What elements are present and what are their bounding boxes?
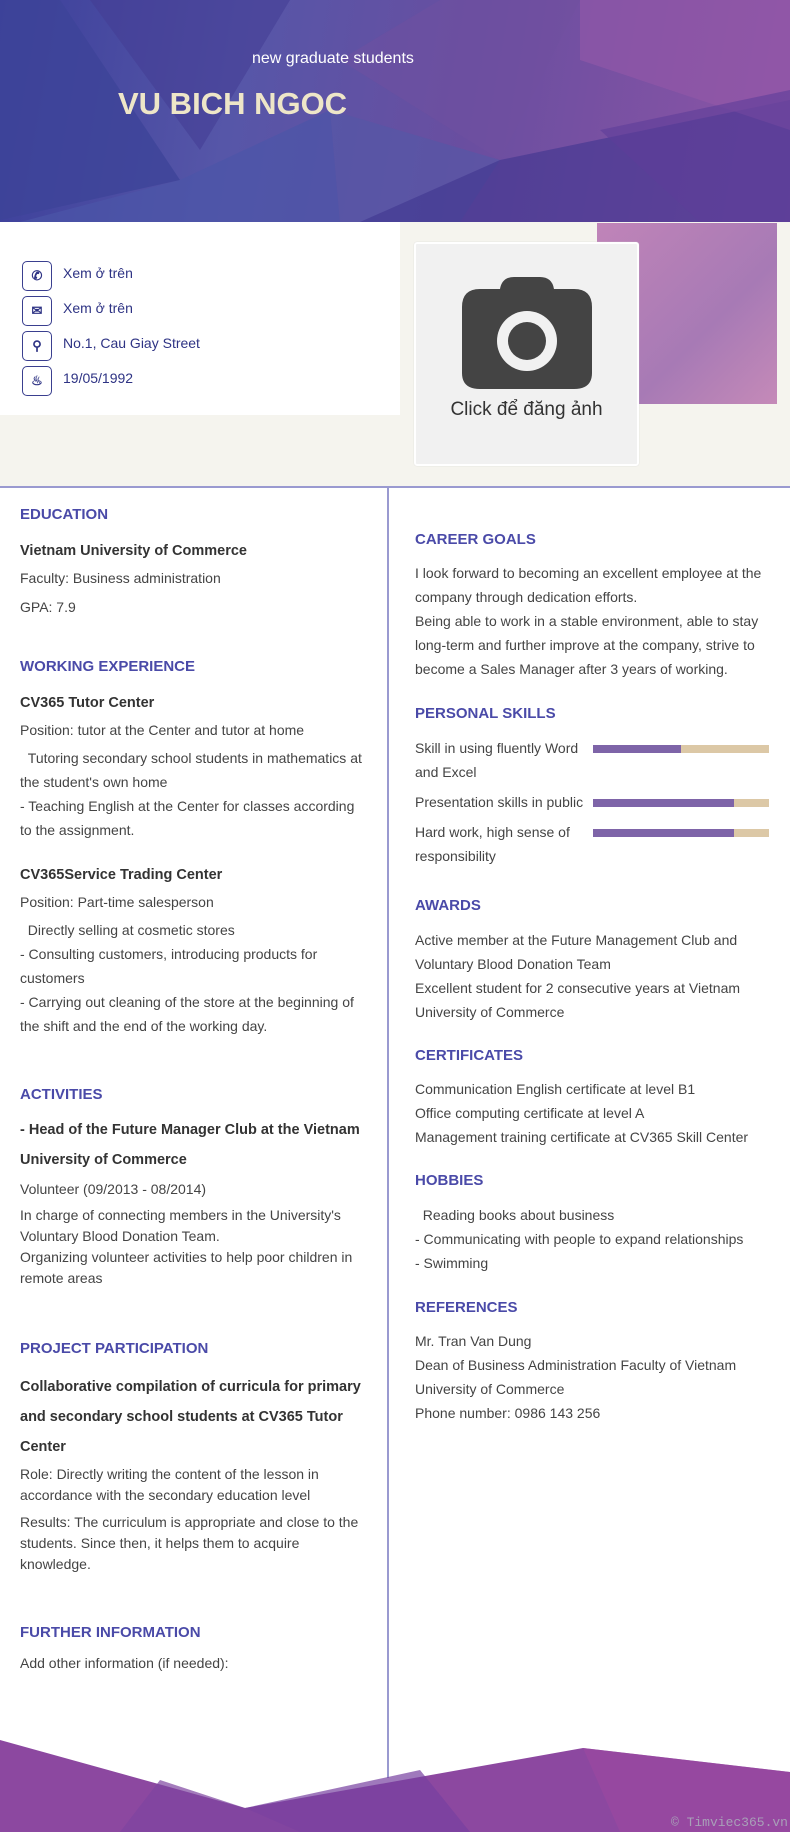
job-detail: Directly selling at cosmetic stores bbox=[20, 922, 235, 938]
education-section bbox=[20, 505, 365, 619]
header-banner bbox=[0, 0, 790, 222]
school-name: Vietnam University of Commerce bbox=[20, 543, 247, 559]
contact-phone bbox=[22, 261, 133, 291]
job-detail: Tutoring secondary school students in mathematics at the student's own home bbox=[20, 750, 366, 790]
career-section bbox=[415, 530, 775, 681]
section-title: CAREER GOALS bbox=[415, 531, 536, 548]
birthday-cake-icon: ♨ bbox=[22, 366, 52, 396]
job-detail: - Consulting customers, introducing products for customers bbox=[20, 946, 318, 986]
certificate-item: Office computing certificate at level A bbox=[415, 1105, 645, 1121]
project-results: Results: The curriculum is appropriate and close to the students. Since then, it helps them to acquire knowledge. bbox=[20, 1514, 359, 1572]
phone-value[interactable]: Xem ở trên bbox=[63, 265, 133, 281]
career-text: I look forward to becoming an excellent employee at the company through dedication efforts. bbox=[415, 565, 762, 605]
skill-bar-fill bbox=[593, 799, 734, 807]
hobby-item: - Communicating with people to expand relationships bbox=[415, 1231, 744, 1247]
projects-section bbox=[20, 1339, 365, 1575]
certificates-section bbox=[415, 1046, 775, 1149]
photo-upload[interactable] bbox=[414, 242, 639, 466]
section-title: EDUCATION bbox=[20, 506, 109, 523]
award-item: Active member at the Future Management Club and Voluntary Blood Donation Team bbox=[415, 932, 738, 972]
project-role: Role: Directly writing the content of the lesson in accordance with the secondary education level bbox=[20, 1466, 319, 1503]
further-text: Add other information (if needed): bbox=[20, 1655, 229, 1671]
certificate-item: Management training certificate at CV365 Skill Center bbox=[415, 1129, 749, 1145]
contact-birthday bbox=[22, 366, 133, 396]
section-title: HOBBIES bbox=[415, 1172, 484, 1189]
contact-info bbox=[0, 222, 400, 415]
job-title: new graduate students bbox=[252, 50, 414, 67]
job-position: Position: Part-time salesperson bbox=[20, 894, 214, 910]
job-detail: - Teaching English at the Center for classes according to the assignment. bbox=[20, 798, 355, 838]
hobby-item: Reading books about business bbox=[415, 1207, 615, 1223]
experience-section bbox=[20, 657, 365, 1038]
phone-icon: ✆ bbox=[22, 261, 52, 291]
activity-detail: In charge of connecting members in the University's Voluntary Blood Donation Team. bbox=[20, 1207, 341, 1244]
activity-name: - Head of the Future Manager Club at the Vietnam University of Commerce bbox=[20, 1122, 360, 1168]
gpa: GPA: 7.9 bbox=[20, 599, 76, 615]
job-position: Position: tutor at the Center and tutor at home bbox=[20, 722, 305, 738]
section-title: PROJECT PARTICIPATION bbox=[20, 1340, 209, 1357]
email-value[interactable]: Xem ở trên bbox=[63, 300, 133, 316]
activity-role: Volunteer (09/2013 - 08/2014) bbox=[20, 1181, 207, 1197]
further-section bbox=[20, 1623, 365, 1675]
email-icon: ✉ bbox=[22, 296, 52, 326]
section-title: FURTHER INFORMATION bbox=[20, 1624, 201, 1641]
skill-label: Presentation skills in public bbox=[415, 794, 584, 810]
section-title: AWARDS bbox=[415, 897, 481, 914]
company-name: CV365Service Trading Center bbox=[20, 867, 223, 883]
skill-label: Hard work, high sense of responsibility bbox=[415, 824, 570, 864]
birthday-value[interactable]: 19/05/1992 bbox=[63, 370, 134, 386]
section-title: ACTIVITIES bbox=[20, 1086, 103, 1103]
skill-bar bbox=[593, 799, 769, 807]
section-title: REFERENCES bbox=[415, 1299, 518, 1316]
references-section bbox=[415, 1298, 775, 1425]
watermark: © Timviec365.vn bbox=[670, 1815, 788, 1830]
reference-item: Mr. Tran Van Dung bbox=[415, 1333, 532, 1349]
skill-bar-fill bbox=[593, 829, 734, 837]
divider-vertical bbox=[387, 488, 389, 1778]
reference-item: Phone number: 0986 143 256 bbox=[415, 1405, 601, 1421]
faculty: Faculty: Business administration bbox=[20, 570, 221, 586]
section-title: WORKING EXPERIENCE bbox=[20, 658, 196, 675]
skill-bar bbox=[593, 745, 769, 753]
award-item: Excellent student for 2 consecutive years at Vietnam University of Commerce bbox=[415, 980, 741, 1020]
skill-item bbox=[415, 736, 775, 784]
skill-item bbox=[415, 820, 775, 868]
reference-item: Dean of Business Administration Faculty of Vietnam University of Commerce bbox=[415, 1357, 737, 1397]
activity-detail: Organizing volunteer activities to help poor children in remote areas bbox=[20, 1249, 353, 1286]
skill-bar-fill bbox=[593, 745, 681, 753]
photo-upload-label: Click để đăng ảnh bbox=[450, 399, 603, 420]
location-icon: ⚲ bbox=[22, 331, 52, 361]
address-value[interactable]: No.1, Cau Giay Street bbox=[63, 335, 200, 351]
skill-label: Skill in using fluently Word and Excel bbox=[415, 740, 579, 780]
section-title: PERSONAL SKILLS bbox=[415, 705, 556, 722]
divider-horizontal bbox=[0, 486, 790, 488]
certificate-item: Communication English certificate at level B1 bbox=[415, 1081, 696, 1097]
contact-address bbox=[22, 331, 200, 361]
section-title: CERTIFICATES bbox=[415, 1047, 524, 1064]
hobbies-section bbox=[415, 1171, 775, 1275]
company-name: CV365 Tutor Center bbox=[20, 695, 155, 711]
skills-section bbox=[415, 704, 775, 874]
job-detail: - Carrying out cleaning of the store at the beginning of the shift and the end of the working day. bbox=[20, 994, 354, 1034]
candidate-name: VU BICH NGOC bbox=[118, 86, 348, 121]
skill-item bbox=[415, 790, 775, 814]
career-text: Being able to work in a stable environment, able to stay long-term and further improve at the company, strive to become a Sales Manager after 3 years of working. bbox=[415, 613, 759, 677]
hobby-item: - Swimming bbox=[415, 1255, 489, 1271]
activities-section bbox=[20, 1085, 365, 1289]
skill-bar bbox=[593, 829, 769, 837]
awards-section bbox=[415, 896, 775, 1024]
contact-email bbox=[22, 296, 133, 326]
project-name: Collaborative compilation of curricula for primary and secondary school students at CV365 Tutor Center bbox=[20, 1379, 361, 1455]
camera-icon bbox=[462, 277, 592, 392]
